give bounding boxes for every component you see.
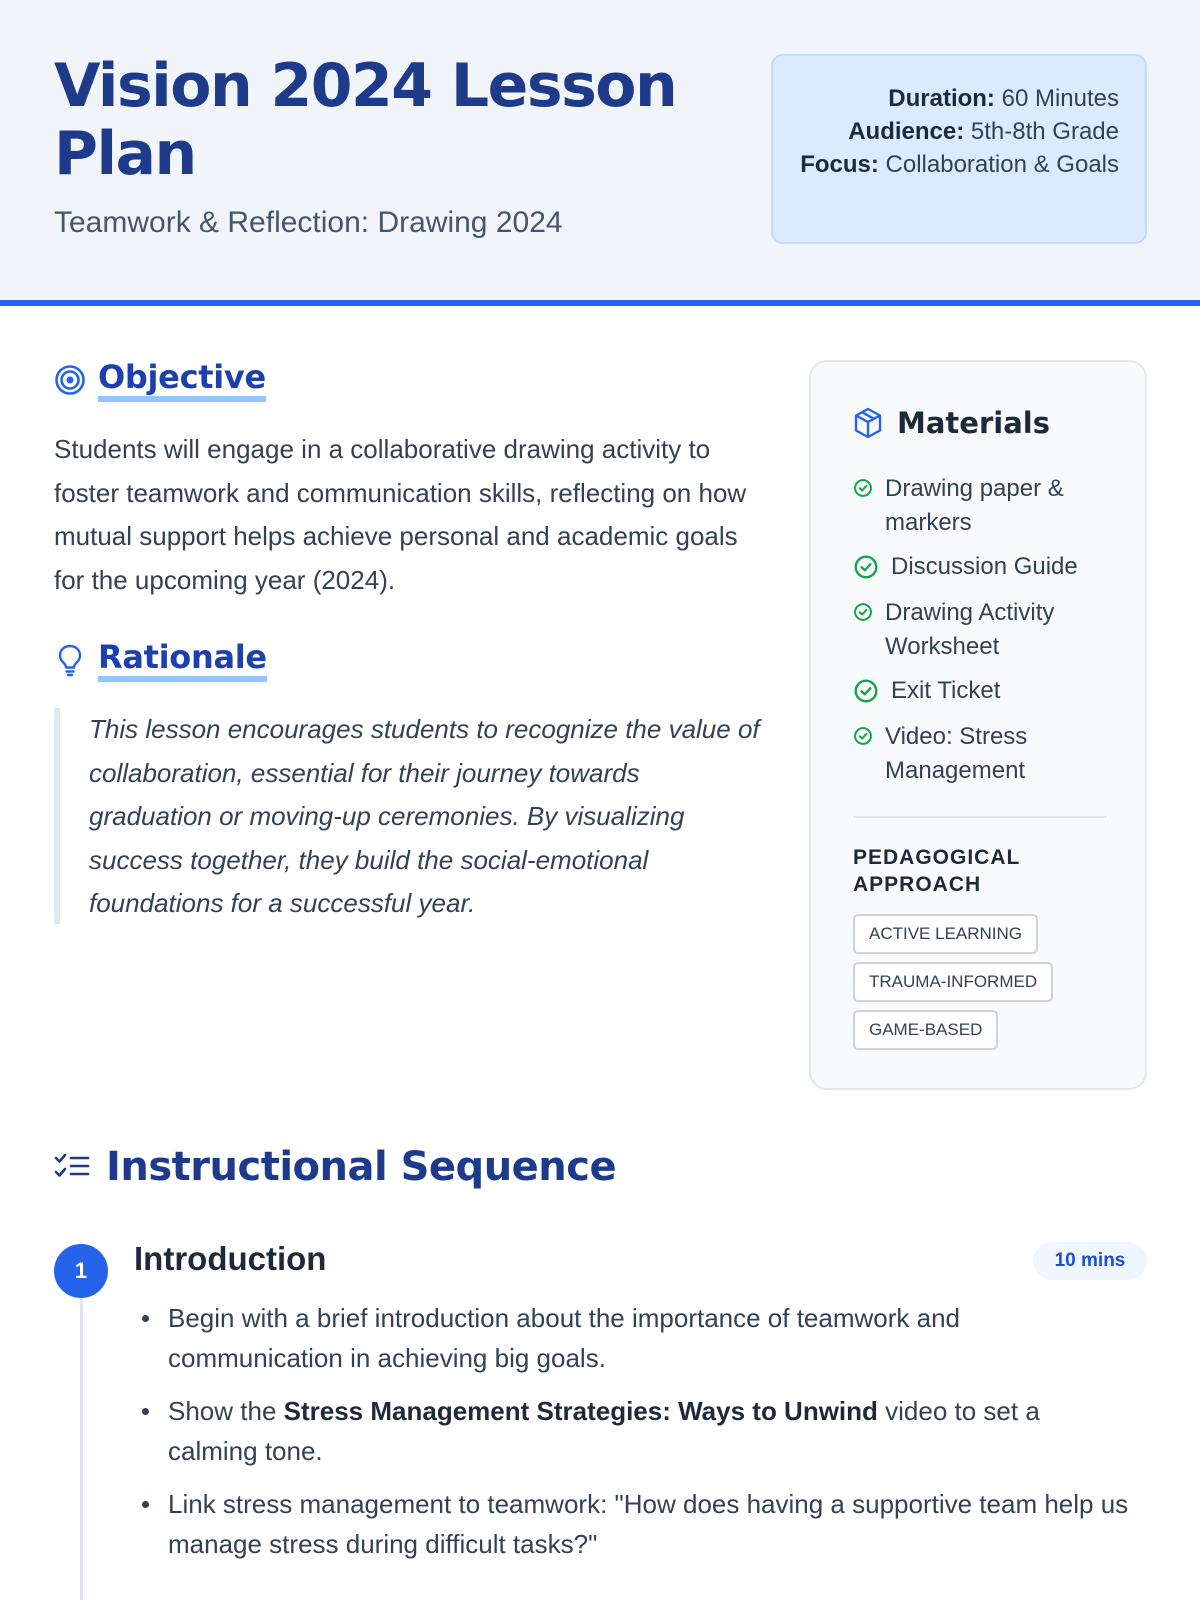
material-item: Drawing Activity Worksheet — [853, 596, 1113, 664]
materials-divider — [853, 816, 1107, 818]
lesson-meta-box — [771, 54, 1147, 244]
page-header — [0, 0, 1200, 306]
step-number-badge: 1 — [54, 1244, 108, 1298]
material-item: Discussion Guide — [853, 550, 1113, 584]
list-item: Show the Stress Management Strategies: Ways to Unwind video to set a calming tone. — [134, 1391, 1134, 1471]
rationale-quote: This lesson encourages students to recognize the value of collaboration, essential for their journey towards graduation or moving-up ceremonies. By visualizing success together, they build the social-emotional foundations for a successful year. — [54, 708, 764, 924]
step-title: Introduction — [134, 1240, 327, 1277]
sequence-heading — [54, 1144, 616, 1190]
box-icon — [853, 407, 883, 439]
meta-focus: Focus: Collaboration & Goals — [800, 151, 1119, 178]
meta-audience: Audience: 5th-8th Grade — [848, 118, 1119, 145]
check-circle-icon — [853, 478, 873, 498]
rationale-title: Rationale — [98, 638, 267, 682]
pedagogy-tag: GAME-BASED — [853, 1010, 998, 1050]
list-item: Begin with a brief introduction about the importance of teamwork and communication in achieving big goals. — [134, 1298, 1134, 1378]
step-duration-badge: 10 mins — [1033, 1242, 1147, 1280]
rationale-heading — [54, 638, 267, 682]
material-item: Video: Stress Management — [853, 720, 1113, 788]
pedagogy-label: PEDAGOGICAL APPROACH — [853, 846, 1020, 896]
target-icon — [54, 364, 86, 396]
step-timeline-line — [80, 1298, 83, 1600]
pedagogy-tag: ACTIVE LEARNING — [853, 914, 1038, 954]
step-bullet-list — [134, 1298, 1134, 1577]
objective-heading — [54, 358, 266, 402]
checklist-icon — [54, 1151, 90, 1183]
check-circle-icon — [853, 554, 879, 580]
page-subtitle: Teamwork & Reflection: Drawing 2024 — [54, 206, 563, 239]
objective-text: Students will engage in a collaborative drawing activity to foster teamwork and communication skills, reflecting on how mutual support helps achieve personal and academic goals for the upcoming year (2024). — [54, 434, 747, 595]
meta-duration: Duration: 60 Minutes — [888, 85, 1119, 112]
materials-heading — [853, 406, 1050, 440]
check-circle-icon — [853, 678, 879, 704]
material-item: Exit Ticket — [853, 674, 1113, 708]
list-item: Link stress management to teamwork: "How does having a supportive team help us manage stress during difficult tasks?" — [134, 1484, 1134, 1564]
material-item: Drawing paper & markers — [853, 472, 1113, 540]
materials-title: Materials — [897, 406, 1050, 440]
page-title: Vision 2024 Lesson Plan — [54, 51, 677, 189]
sequence-title: Instructional Sequence — [106, 1144, 617, 1190]
objective-title: Objective — [98, 358, 266, 402]
check-circle-icon — [853, 602, 873, 622]
pedagogy-tag: TRAUMA-INFORMED — [853, 962, 1053, 1002]
check-circle-icon — [853, 726, 873, 746]
lightbulb-icon — [54, 643, 86, 677]
materials-card — [809, 360, 1147, 1090]
